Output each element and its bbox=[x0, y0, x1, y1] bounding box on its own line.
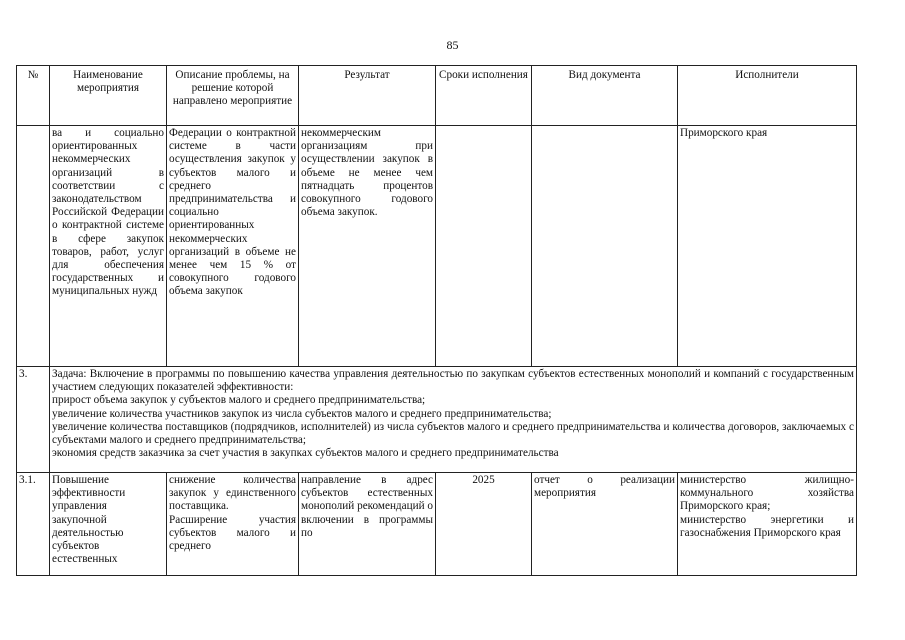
header-doc-type: Вид документа bbox=[532, 66, 678, 126]
table-row bbox=[17, 126, 857, 367]
table-row bbox=[17, 473, 857, 576]
header-executors: Исполнители bbox=[678, 66, 857, 126]
task-row bbox=[17, 367, 857, 473]
task-num: 3. bbox=[17, 367, 50, 473]
measures-table bbox=[16, 65, 857, 576]
header-problem: Описание проблемы, на решение которой направлено мероприятие bbox=[167, 66, 299, 126]
cell-name: Повышение эффективности управления закупочной деятельностью субъектов естественных bbox=[50, 473, 167, 576]
cell-result: направление в адрес субъектов естественных монополий рекомендаций о включении в программы по bbox=[299, 473, 436, 576]
cell-deadline: 2025 bbox=[436, 473, 532, 576]
header-deadline: Сроки исполнения bbox=[436, 66, 532, 126]
cell-executors: Приморского края bbox=[678, 126, 857, 367]
cell-name: ва и социально ориентированных некоммерческих организаций в соответствии с законодательством Российской Федерации о контрактной системе в сфере закупок товаров, работ, услуг для обеспечения государственных и муниципальных нужд bbox=[50, 126, 167, 367]
cell-problem: Федерации о контрактной системе в части осуществления закупок у субъектов малого и среднего предпринимательства и социально ориентированных некоммерческих организаций в объеме не менее чем 15 % от совокупного годового объема закупок bbox=[167, 126, 299, 367]
header-name: Наименование мероприятия bbox=[50, 66, 167, 126]
cell-num bbox=[17, 126, 50, 367]
header-result: Результат bbox=[299, 66, 436, 126]
page-number: 85 bbox=[446, 38, 459, 52]
cell-deadline bbox=[436, 126, 532, 367]
cell-doc-type: отчет о реализации мероприятия bbox=[532, 473, 678, 576]
cell-doc-type bbox=[532, 126, 678, 367]
cell-executors: министерство жилищно-коммунального хозяйства Приморского края; министерство энергетики и газоснабжения Приморского края bbox=[678, 473, 857, 576]
cell-problem: снижение количества закупок у единственного поставщика. Расширение участия субъектов малого и среднего bbox=[167, 473, 299, 576]
table-header-row bbox=[17, 66, 857, 126]
cell-num: 3.1. bbox=[17, 473, 50, 576]
header-num: № bbox=[17, 66, 50, 126]
cell-result: некоммерческим организациям при осуществлении закупок в объеме не менее чем пятнадцать процентов совокупного годового объема закупок. bbox=[299, 126, 436, 367]
task-text: Задача: Включение в программы по повышению качества управления деятельностью по закупкам субъектов естественных монополий и компаний с государственным участием следующих показателей эффективности: прирост объема закупок у субъектов малого и среднего предпринимательства; увеличение количества участников закупок из числа субъектов малого и среднего предпринимательства; увеличение количества поставщиков (подрядчиков, исполнителей) из числа субъектов малого и среднего предпринимательства и количества договоров, заключаемых с субъектами малого и среднего предпринимательства; экономия средств заказчика за счет участия в закупках субъектов малого и среднего предпринимательства bbox=[50, 367, 857, 473]
